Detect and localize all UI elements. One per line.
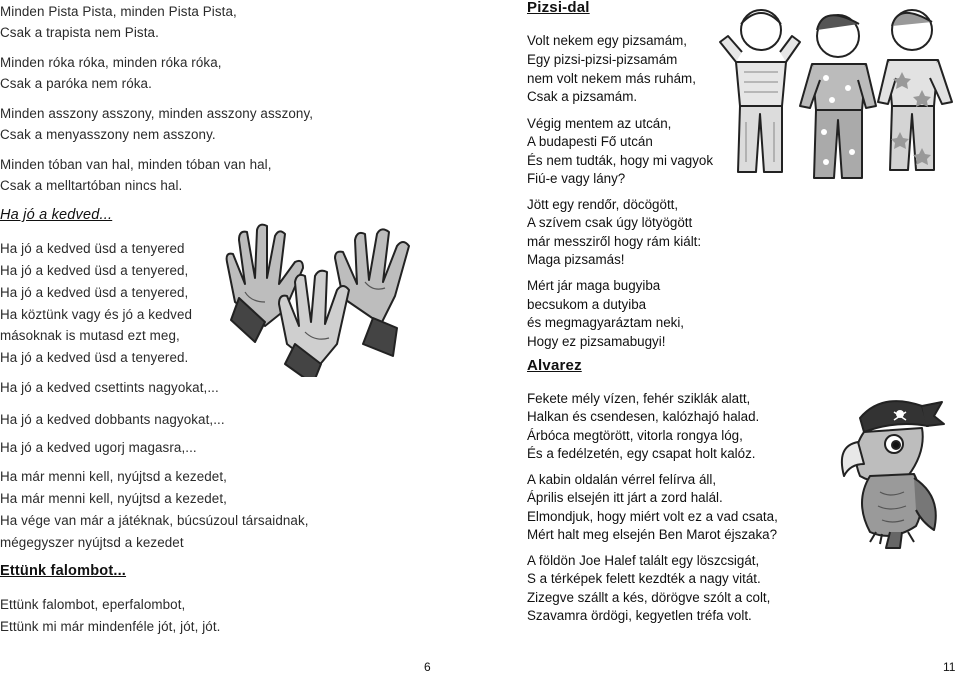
text-line: másoknak is mutasd ezt meg, bbox=[0, 328, 180, 343]
text-line: Elmondjuk, hogy miért volt ez a vad csata, bbox=[527, 509, 778, 524]
text-line: És nem tudták, hogy mi vagyok bbox=[527, 153, 714, 168]
text-line: mégegyszer nyújtsd a kezedet bbox=[0, 535, 184, 550]
text-line: Egy pizsi-pizsi-pizsamám bbox=[527, 52, 678, 67]
page-number: 6 bbox=[424, 660, 431, 674]
text-line: Ha jó a kedved üsd a tenyered, bbox=[0, 263, 189, 278]
text-line: Mért jár maga bugyiba bbox=[527, 278, 661, 293]
text-line: és megmagyaráztam neki, bbox=[527, 315, 685, 330]
text-line: Minden Pista Pista, minden Pista Pista, bbox=[0, 4, 237, 19]
text-line: már messziről hogy rám kiált: bbox=[527, 234, 702, 249]
text-line: Ettünk falombot, eperfalombot, bbox=[0, 597, 186, 612]
waving-hands-illustration bbox=[215, 212, 420, 377]
text-line: Ha jó a kedved üsd a tenyered bbox=[0, 241, 185, 256]
text-line: Ha jó a kedved dobbants nagyokat,... bbox=[0, 412, 225, 427]
text-line: Jött egy rendőr, döcögött, bbox=[527, 197, 679, 212]
text-line: A budapesti Fő utcán bbox=[527, 134, 653, 149]
text-line: Végig mentem az utcán, bbox=[527, 116, 672, 131]
text-line: A kabin oldalán vérrel felírva áll, bbox=[527, 472, 717, 487]
text-line: Ha már menni kell, nyújtsd a kezedet, bbox=[0, 491, 227, 506]
text-line: És a fedélzetén, egy csapat holt kalóz. bbox=[527, 446, 756, 461]
page-number: 11 bbox=[943, 660, 956, 674]
text-line: Fekete mély vízen, fehér sziklák alatt, bbox=[527, 391, 751, 406]
text-line: A földön Joe Halef talált egy löszcsigát, bbox=[527, 553, 760, 568]
text-line: nem volt nekem más ruhám, bbox=[527, 71, 696, 86]
text-line: Árbóca megtörött, vitorla rongya lóg, bbox=[527, 428, 743, 443]
text-line: Ha jó a kedved ugorj magasra,... bbox=[0, 440, 197, 455]
text-line: Fiú-e vagy lány? bbox=[527, 171, 626, 186]
text-line: Csak a melltartóban nincs hal. bbox=[0, 178, 183, 193]
text-line: Ha jó a kedved üsd a tenyered. bbox=[0, 350, 189, 365]
text-line: Minden asszony asszony, minden asszony asszony, bbox=[0, 106, 314, 121]
song-title: Ha jó a kedved... bbox=[0, 207, 113, 223]
text-line: Hogy ez pizsamabugyi! bbox=[527, 334, 666, 349]
text-line: Ha jó a kedved üsd a tenyered, bbox=[0, 285, 189, 300]
children-in-pajamas-illustration bbox=[716, 2, 960, 188]
text-line: Ettünk mi már mindenféle jót, jót, jót. bbox=[0, 619, 221, 634]
text-line: Ha vége van már a játéknak, búcsúzoul társaidnak, bbox=[0, 513, 309, 528]
text-line: Maga pizsamás! bbox=[527, 252, 625, 267]
text-line: Ha már menni kell, nyújtsd a kezedet, bbox=[0, 469, 227, 484]
song-title: Pizsi-dal bbox=[527, 0, 590, 16]
text-line: Ha jó a kedved csettints nagyokat,... bbox=[0, 380, 219, 395]
text-line: Halkan és csendesen, kalózhajó halad. bbox=[527, 409, 760, 424]
pirate-parrot-illustration bbox=[830, 392, 950, 550]
text-line: Minden tóban van hal, minden tóban van hal, bbox=[0, 157, 272, 172]
text-line: Csak a paróka nem róka. bbox=[0, 76, 152, 91]
text-line: Ha köztünk vagy és jó a kedved bbox=[0, 307, 193, 322]
song-title: Ettünk falombot... bbox=[0, 563, 127, 579]
text-line: Mért halt meg elsején Ben Marot éjszaka? bbox=[527, 527, 778, 542]
text-line: S a térképek felett kezdték a nagy vitát. bbox=[527, 571, 761, 586]
text-line: Április elsején itt járt a zord halál. bbox=[527, 490, 723, 505]
text-line: Csak a trapista nem Pista. bbox=[0, 25, 159, 40]
text-line: Csak a menyasszony nem asszony. bbox=[0, 127, 216, 142]
text-line: Szavamra ördögi, kegyetlen tréfa volt. bbox=[527, 608, 752, 623]
song-title: Alvarez bbox=[527, 357, 582, 374]
text-line: A szívem csak úgy lötyögött bbox=[527, 215, 693, 230]
text-line: Zizegve szállt a kés, dörögve szólt a colt, bbox=[527, 590, 771, 605]
text-line: Volt nekem egy pizsamám, bbox=[527, 33, 688, 48]
text-line: Minden róka róka, minden róka róka, bbox=[0, 55, 222, 70]
text-line: Csak a pizsamám. bbox=[527, 89, 638, 104]
text-line: becsukom a dutyiba bbox=[527, 297, 647, 312]
